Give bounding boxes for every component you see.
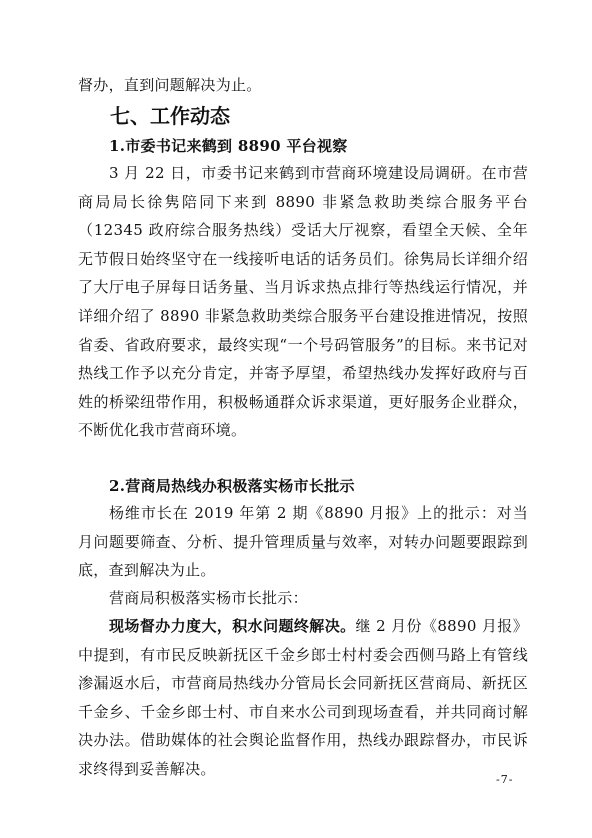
item-2-paragraph-3-lead: 现场督办力度大，积水问题终解决。: [109, 617, 356, 635]
item-2-paragraph-3: [78, 612, 528, 784]
item-2-heading: 2.营商局热线办积极落实杨市长批示: [109, 477, 355, 495]
item-1-paragraph: 3 月 22 日，市委书记来鹤到市营商环境建设局调研。在市营商局局长徐隽陪同下来到 8890 非紧急救助类综合服务平台（12345 政府综合服务热线）受话大厅视察，看望全天候、全年无节假日始终坚守在一线接听电话的话务员们。徐隽局长详细介绍了大厅电子屏每日话务量、当月诉求热点排行等热线运行情况，并详细介绍了 8890 非紧急救助类综合服务平台建设推进情况，按照省委、省政府要求，最终实现“一个号码管服务”的目标。来书记对热线工作予以充分肯定，并寄予厚望，希望热线办发挥好政府与百姓的桥梁纽带作用，积极畅通群众诉求渠道，更好服务企业群众，不断优化我市营商环境。: [78, 164, 528, 440]
continuation-line: 督办，直到问题解决为止。: [78, 76, 262, 94]
item-2-paragraph: 杨维市长在 2019 年第 2 期《8890 月报》上的批示：对当月问题要筛查、分析、提升管理质量与效率，对转办问题要跟踪到底，查到解决为止。: [78, 504, 528, 580]
item-2-paragraph-2: 营商局积极落实杨市长批示：: [109, 589, 308, 607]
item-2-paragraph-3-rest: 继 2 月份《8890 月报》中提到，有市民反映新抚区千金乡郎士村村委会西侧马路上有管线渗漏返水后，市营商局热线办分管局长会同新抚区营商局、新抚区千金乡、千金乡郎士村、市自来水公司到现场查看，并共同商讨解决办法。借助媒体的社会舆论监督作用，热线办跟踪督办，市民诉求终得到妥善解决。: [78, 617, 528, 778]
page-number: -7-: [496, 773, 514, 786]
item-1-heading: 1.市委书记来鹤到 8890 平台视察: [109, 137, 348, 155]
section-heading: 七、工作动态: [110, 104, 230, 128]
